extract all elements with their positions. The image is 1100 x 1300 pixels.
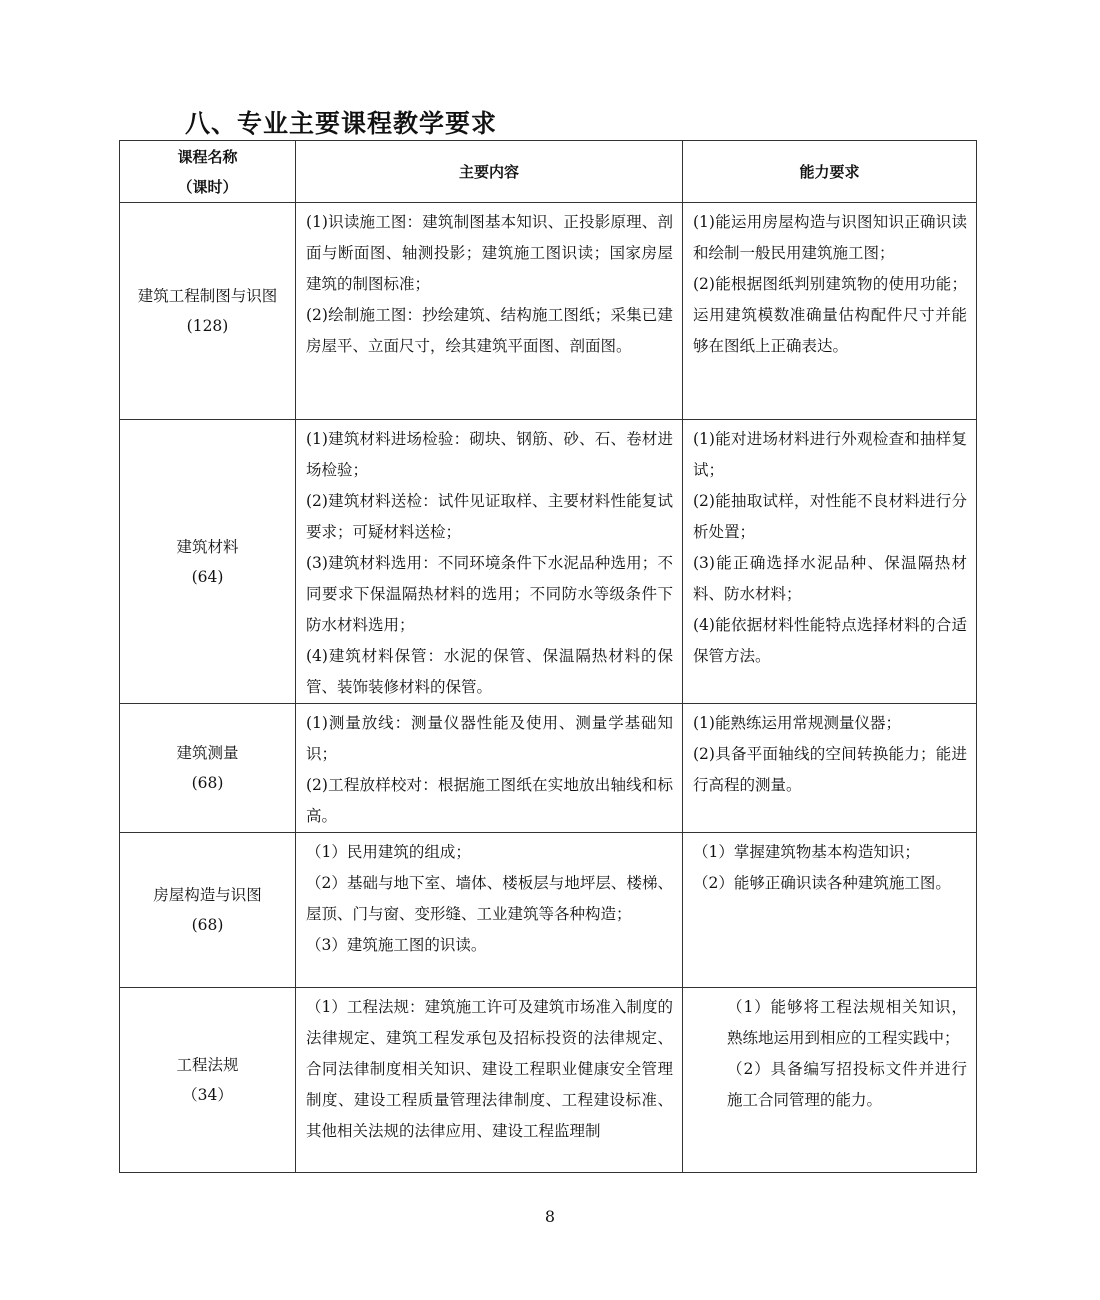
table-row	[120, 833, 977, 988]
content-item: (2)建筑材料送检：试件见证取样、主要材料性能复试要求；可疑材料送检；	[306, 492, 673, 541]
ability-cell	[683, 704, 977, 833]
page-number: 8	[544, 1207, 556, 1226]
course-hours: (68)	[191, 774, 224, 792]
ability-item: (2)能根据图纸判别建筑物的使用功能；运用建筑模数准确量估构配件尺寸并能够在图纸上正确表达。	[693, 275, 967, 355]
content-item: (4)建筑材料保管：水泥的保管、保温隔热材料的保管、装饰装修材料的保管。	[306, 647, 673, 696]
course-name: 建筑工程制图与识图(128)	[137, 287, 278, 335]
ability-item: （1）掌握建筑物基本构造知识；	[693, 843, 920, 861]
header-course-hours: （课时）	[177, 177, 238, 196]
header-content: 主要内容	[296, 141, 683, 203]
content-cell	[296, 420, 683, 704]
ability-item: (1)能熟练运用常规测量仪器；	[693, 714, 901, 732]
header-ability: 能力要求	[683, 141, 977, 203]
ability-cell	[683, 833, 977, 988]
table-row	[120, 704, 977, 833]
section-title: 八、专业主要课程教学要求	[185, 109, 498, 138]
ability-item: （2）具备编写招投标文件并进行施工合同管理的能力。	[727, 1060, 967, 1109]
content-item: (1)建筑材料进场检验：砌块、钢筋、砂、石、卷材进场检验；	[306, 430, 673, 479]
ability-item: (2)具备平面轴线的空间转换能力；能进行高程的测量。	[693, 745, 967, 794]
course-hours: (64)	[191, 567, 224, 586]
ability-item: (1)能运用房屋构造与识图知识正确识读和绘制一般民用建筑施工图；	[693, 213, 967, 262]
ability-item: (1)能对进场材料进行外观检查和抽样复试；	[693, 430, 967, 479]
content-item: （3）建筑施工图的识读。	[306, 936, 487, 954]
course-name-cell	[120, 704, 296, 833]
course-hours: （34）	[182, 1086, 233, 1104]
header-course	[120, 141, 296, 203]
course-name-cell	[120, 203, 296, 420]
header-course-name: 课程名称	[177, 147, 238, 166]
content-item: (3)建筑材料选用：不同环境条件下水泥品种选用；不同要求下保温隔热材料的选用；不同防水等级条件下防水材料选用；	[306, 554, 673, 634]
content-cell	[296, 833, 683, 988]
content-item: （2）基础与地下室、墙体、楼板层与地坪层、楼梯、屋顶、门与窗、变形缝、工业建筑等各种构造；	[306, 874, 673, 923]
ability-cell	[683, 203, 977, 420]
course-name-cell	[120, 420, 296, 704]
course-name: 建筑测量	[176, 744, 239, 762]
curriculum-table	[119, 140, 977, 1173]
course-name: 工程法规	[176, 1056, 239, 1074]
ability-item: (3)能正确选择水泥品种、保温隔热材料、防水材料；	[693, 554, 967, 603]
course-name: 建筑材料	[176, 537, 239, 556]
course-hours: (68)	[191, 916, 224, 934]
content-cell	[296, 988, 683, 1173]
content-item: （1）民用建筑的组成；	[306, 843, 471, 861]
course-name-cell	[120, 833, 296, 988]
ability-item: (2)能抽取试样，对性能不良材料进行分析处置；	[693, 492, 967, 541]
content-cell	[296, 203, 683, 420]
ability-cell	[683, 988, 977, 1173]
content-item: (1)测量放线：测量仪器性能及使用、测量学基础知识；	[306, 714, 673, 763]
content-item: (1)识读施工图：建筑制图基本知识、正投影原理、剖面与断面图、轴测投影；建筑施工图识读；国家房屋建筑的制图标准；	[306, 213, 673, 293]
ability-cell	[683, 420, 977, 704]
ability-item: （1）能够将工程法规相关知识，熟练地运用到相应的工程实践中；	[727, 998, 967, 1047]
content-cell	[296, 704, 683, 833]
table-row	[120, 203, 977, 420]
ability-item: （2）能够正确识读各种建筑施工图。	[693, 874, 951, 892]
course-name-cell	[120, 988, 296, 1173]
table-row	[120, 420, 977, 704]
content-item: (2)绘制施工图：抄绘建筑、结构施工图纸；采集已建房屋平、立面尺寸，绘其建筑平面图、剖面图。	[306, 306, 673, 355]
ability-item: (4)能依据材料性能特点选择材料的合适保管方法。	[693, 616, 967, 665]
table-row	[120, 988, 977, 1173]
course-name: 房屋构造与识图	[153, 886, 262, 904]
content-item: (2)工程放样校对：根据施工图纸在实地放出轴线和标高。	[306, 776, 673, 825]
content-item: （1）工程法规：建筑施工许可及建筑市场准入制度的法律规定、建筑工程发承包及招标投资的法律规定、合同法律制度相关知识、建设工程职业健康安全管理制度、建设工程质量管理法律制度、工程建设标准、其他相关法规的法律应用、建设工程监理制	[306, 998, 673, 1140]
table-header-row	[120, 141, 977, 203]
